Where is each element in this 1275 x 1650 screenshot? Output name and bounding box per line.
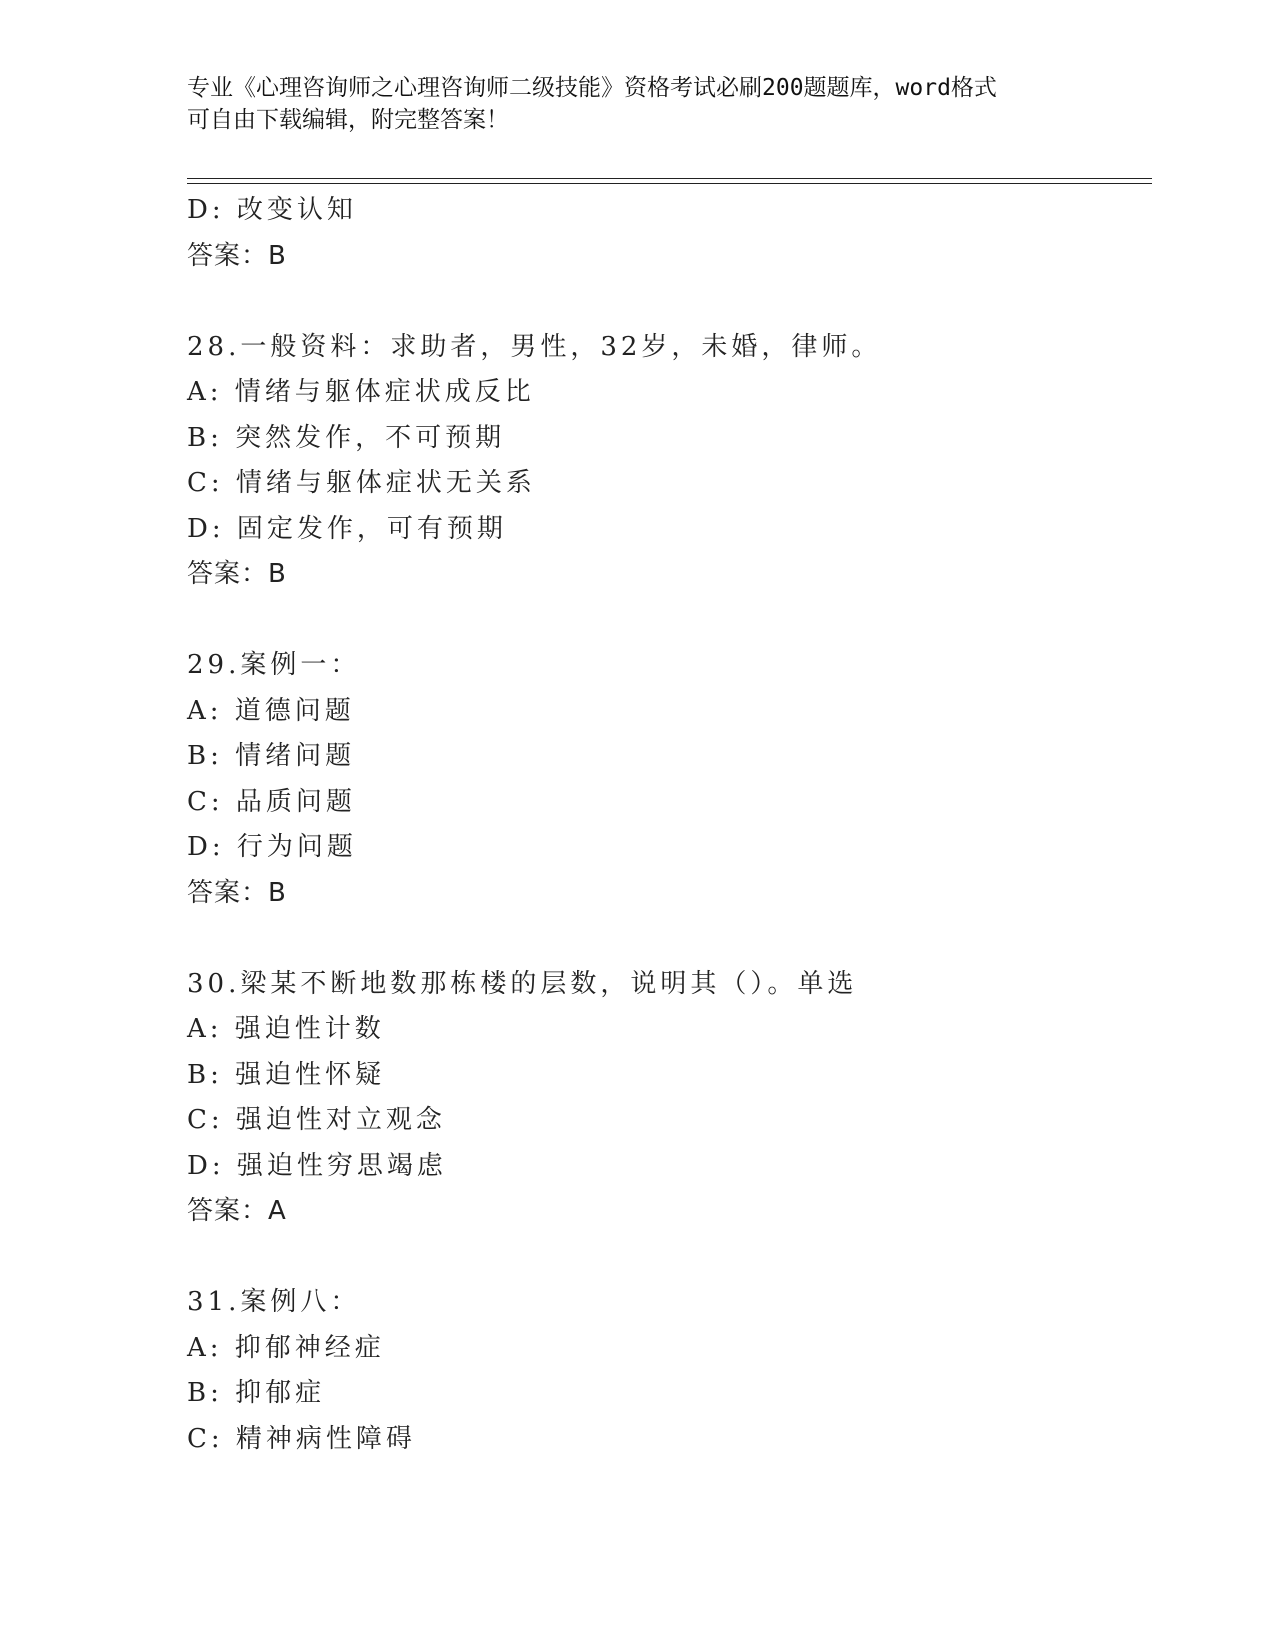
option-a: A: 抑郁神经症 xyxy=(187,1332,385,1363)
header-line-1: 专业《心理咨询师之心理咨询师二级技能》资格考试必刷200题题库，word格式 xyxy=(187,75,997,101)
header-divider-bottom xyxy=(187,183,1152,184)
spacer xyxy=(187,279,1147,325)
answer: 答案：A xyxy=(187,1196,287,1226)
option-a: A: 强迫性计数 xyxy=(187,1014,385,1044)
answer: 答案：B xyxy=(187,877,287,908)
question-stem: 29.案例一： xyxy=(187,650,361,680)
option-a: A: 情绪与躯体症状成反比 xyxy=(187,377,535,407)
header-line-2: 可自由下载编辑，附完整答案！ xyxy=(187,107,509,133)
option-d: D: 强迫性穷思竭虑 xyxy=(187,1150,447,1181)
question-28 xyxy=(187,325,1147,598)
carryover-answer: 答案：B xyxy=(187,240,287,271)
option-d: D: 行为问题 xyxy=(187,832,357,862)
option-c: C: 强迫性对立观念 xyxy=(187,1105,446,1135)
option-b: B: 突然发作，不可预期 xyxy=(187,422,506,453)
option-c: C: 情绪与躯体症状无关系 xyxy=(187,468,536,498)
answer: 答案：B xyxy=(187,559,287,589)
option-b: B: 抑郁症 xyxy=(187,1378,326,1408)
option-b: B: 强迫性怀疑 xyxy=(187,1059,386,1090)
question-30 xyxy=(187,962,1147,1235)
question-stem: 31.案例八： xyxy=(187,1287,361,1317)
option-c: C: 精神病性障碍 xyxy=(187,1423,416,1454)
carryover-option-d: D: 改变认知 xyxy=(187,195,357,225)
question-29 xyxy=(187,643,1147,916)
option-c: C: 品质问题 xyxy=(187,786,356,817)
spacer xyxy=(187,916,1147,962)
question-list xyxy=(187,188,1147,1462)
header-divider-top xyxy=(187,178,1152,179)
spacer xyxy=(187,598,1147,644)
option-a: A: 道德问题 xyxy=(187,695,355,726)
option-b: B: 情绪问题 xyxy=(187,741,356,771)
document-header xyxy=(187,72,1067,136)
spacer xyxy=(187,1235,1147,1281)
question-stem: 28.一般资料：求助者，男性，32岁，未婚，律师。 xyxy=(187,331,882,362)
question-31 xyxy=(187,1280,1147,1462)
question-stem: 30.梁某不断地数那栋楼的层数，说明其（）。单选 xyxy=(187,968,858,999)
option-d: D: 固定发作，可有预期 xyxy=(187,513,507,544)
